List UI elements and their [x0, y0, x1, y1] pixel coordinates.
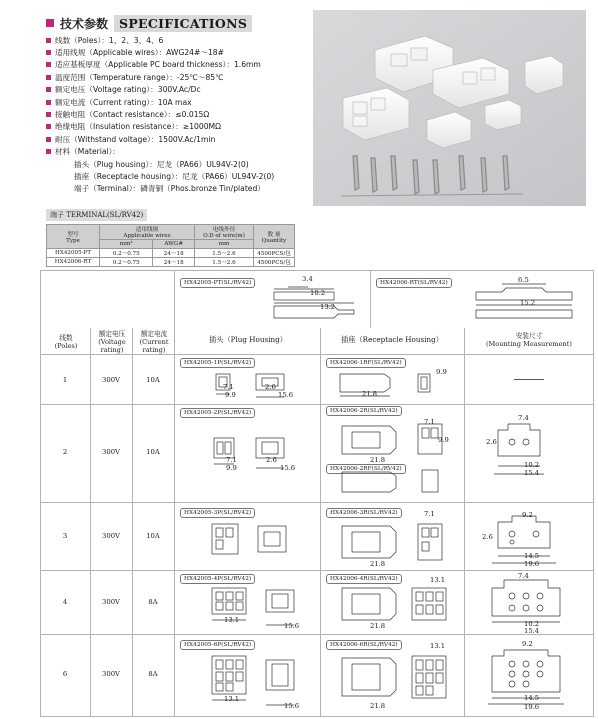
- square-bullet-icon: [46, 19, 54, 27]
- receptacle-drawing: [334, 650, 462, 710]
- spec-item: 温度范围（Temperature range）：-25℃～85℃: [46, 71, 346, 83]
- terminal-table: 型号 Type 适用线规 Applicable wires 电线外径 O.D of wire(m) 数 量 Quantity mm² AWG# mm HX42005-PT 0.2～0.75 24～18 1.5～2.6 4500PCS/包 HX42006-RT 0.2～0.75 24～18 1.5～2.6 4500PCS/包: [46, 224, 295, 267]
- receptacle-drawing: [334, 582, 462, 630]
- spec-item: 材料（Material）：: [46, 146, 346, 158]
- pt-terminal-label: HX42005-PT(SL/RV42): [180, 278, 255, 288]
- no-mount-dash: [514, 379, 544, 380]
- square-bullet-icon: [46, 137, 51, 142]
- square-bullet-icon: [46, 112, 51, 117]
- connector-photo-illustration: [313, 10, 586, 206]
- receptacle-label: HX42006-3R(SL/RV42): [326, 508, 402, 518]
- receptacle-label: HX42006-2RF(SL/RV42): [326, 464, 406, 474]
- material-item: 插座（Receptacle housing）：尼龙（PA66）UL94V-2(0): [74, 171, 275, 181]
- plug-drawing: [206, 584, 316, 630]
- receptacle-label: HX42006-6R(SL/RV42): [326, 640, 402, 650]
- spec-item: 接触电阻（Contact resistance）：≤0.015Ω: [46, 108, 346, 120]
- rt-terminal-label: HX42006-RT(SL/RV42): [376, 278, 452, 288]
- terminal-heading: 端子 TERMINAL(SL/RV42): [46, 209, 147, 221]
- square-bullet-icon: [46, 124, 51, 129]
- receptacle-label: HX42006-4R(SL/RV42): [326, 574, 402, 584]
- plug-label: HX42005-4P(SL/RV42): [180, 574, 255, 584]
- plug-label: HX42005-2P(SL/RV42): [180, 408, 255, 418]
- plug-label: HX42005-3P(SL/RV42): [180, 508, 255, 518]
- header-receptacle: 插座（Receptacle Housing）: [341, 335, 443, 344]
- receptacle-label: HX42006-2R(SL/RV42): [326, 406, 402, 416]
- square-bullet-icon: [46, 38, 51, 43]
- square-bullet-icon: [46, 87, 51, 92]
- plug-drawing: [206, 520, 316, 564]
- header-plug: 插头（Plug Housing）: [209, 335, 287, 344]
- receptacle-drawing: [334, 520, 462, 566]
- square-bullet-icon: [46, 149, 51, 154]
- spec-item: 耐压（Withstand voltage）：1500V.Ac/1min: [46, 133, 346, 145]
- square-bullet-icon: [46, 50, 51, 55]
- title-en: SPECIFICATIONS: [114, 15, 252, 32]
- spec-item: 线数（Poles）：1、2、3、4、6: [46, 34, 346, 46]
- spec-item: 额定电流（Current rating）：10A max: [46, 96, 346, 108]
- header-voltage: 额定电压 (Voltage rating): [98, 330, 126, 354]
- plug-drawing: [206, 432, 316, 472]
- table-row: HX42006-RT 0.2～0.75 24～18 1.5～2.6 4500PCS/包: [47, 258, 295, 267]
- product-photo: [313, 10, 586, 206]
- header-current: 额定电流 (Current rating): [139, 330, 169, 354]
- pt-terminal-drawing: [268, 276, 364, 324]
- receptacle-drawing: [334, 418, 462, 498]
- plug-label: HX42005-6P(SL/RV42): [180, 640, 255, 650]
- table-row: HX42005-PT 0.2～0.75 24～18 1.5～2.6 4500PCS/包: [47, 249, 295, 258]
- square-bullet-icon: [46, 62, 51, 67]
- header-poles: 线数 (Poles): [54, 334, 78, 350]
- spec-list: [46, 34, 346, 195]
- spec-item: 适用线规（Applicable wires）：AWG24#～18#: [46, 46, 346, 58]
- square-bullet-icon: [46, 100, 51, 105]
- plug-label: HX42005-1P(SL/RV42): [180, 358, 255, 368]
- spec-item: 适应基板厚度（Applicable PC board thickness）：1.6mm: [46, 59, 346, 71]
- spec-item: 额定电压（Voltage rating）：300V.Ac/Dc: [46, 84, 346, 96]
- housing-table: HX42005-PT(SL/RV42) HX42006-RT(SL/RV42) 3.4 10.2 13.2 6.5 15.2 线数 (Poles) 额定电压 (Voltage rating) 额定电流 (Current rating) 插头（Plug Housing） 插座（Receptacle Housing） 安装尺寸 (Mounting Measurement) 1 300V 10A HX42005-1P(SL/RV42) HX42006-1RF(SL/RV42) 7.1 9.9 2.6 15.6 21.8 9.9 2 300V 10A HX42005-2P(SL/RV42) HX42006-2R(SL/RV42) HX42006-2RF(SL/RV42) 7.1 9.9 2.6 15.6 21.8 9.9 7.1 7.4 2.6 10.2 15.4 3 300V 10A HX42005-3P(SL/RV42) HX42006-3R(SL/RV42) 7.1 21.8 9.2 2.6 14.5 19.6 4 300V 8A HX42005-4P(SL/RV42) HX42006-4R(SL/RV42) 13.1 15.6 13.1 21.8 7.4 10.2 15.4 6 300V 8A HX42005-6P(SL/RV42) HX42006-6R(SL/RV42) 13.1 15.6 13.1 21.8 9.2 14.5 19.6: [40, 270, 594, 716]
- material-item: 端子（Terminal）：磷青铜（Phos.bronze Tin/plated）: [74, 184, 265, 194]
- spec-item: 绝缘电阻（Insulation resistance）：≥1000MΩ: [46, 121, 346, 133]
- title-cn: 技术参数: [60, 16, 109, 31]
- square-bullet-icon: [46, 75, 51, 80]
- receptacle-label: HX42006-1RF(SL/RV42): [326, 358, 406, 368]
- section-title: [46, 14, 252, 32]
- plug-drawing: [206, 652, 316, 710]
- terminal-table-header: 型号 Type 适用线规 Applicable wires 电线外径 O.D of wire(m) 数 量 Quantity: [47, 225, 295, 240]
- material-item: 插头（Plug housing）：尼龙（PA66）UL94V-2(0): [74, 159, 249, 169]
- header-mounting: 安装尺寸 (Mounting Measurement): [485, 332, 572, 348]
